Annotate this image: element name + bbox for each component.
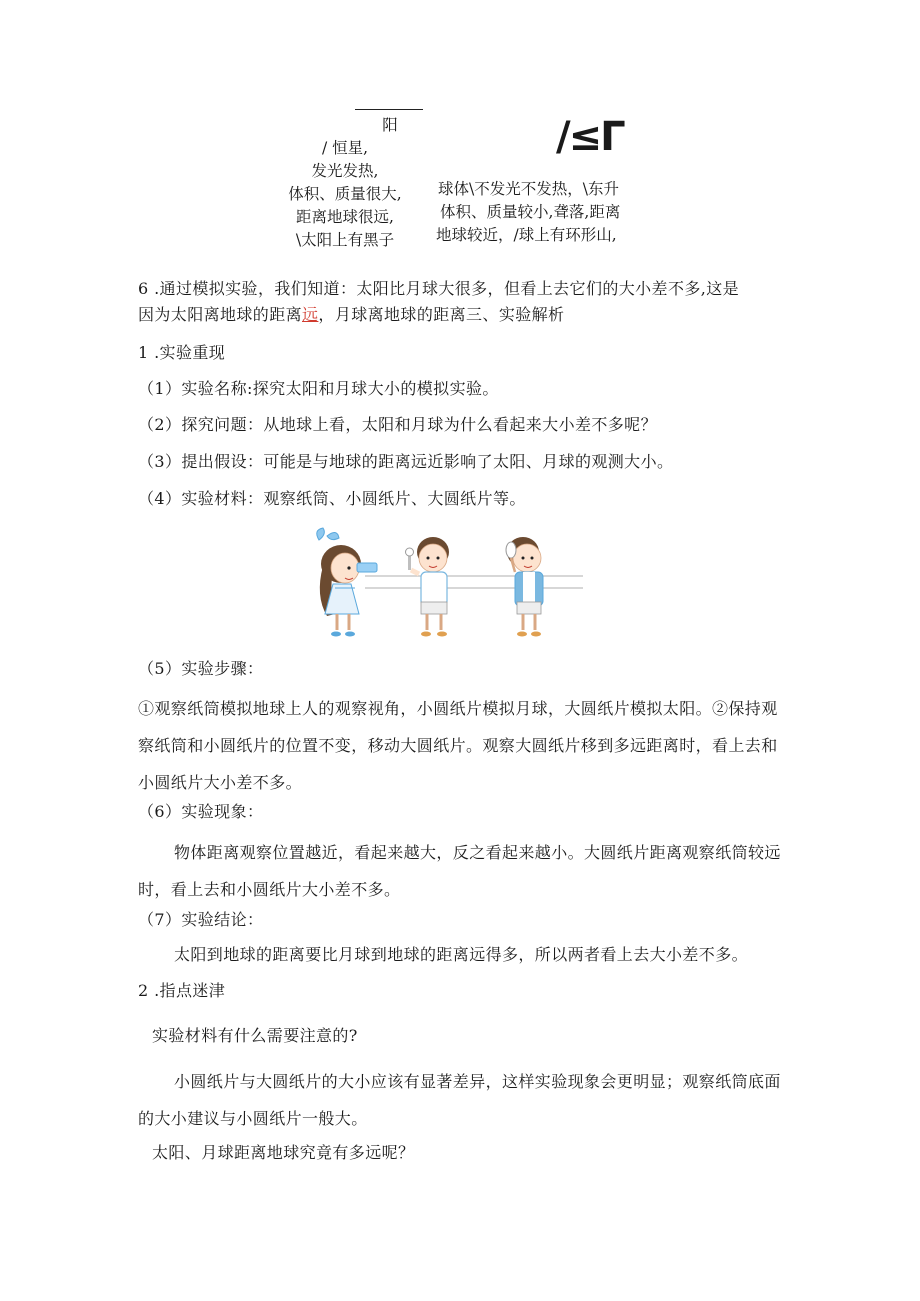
moon-line-2: 体积、质量较小,聋落,距离 <box>440 203 621 221</box>
sun-line-1: / 恒星, <box>321 139 369 157</box>
boy-right-figure <box>506 537 543 637</box>
top-rule <box>355 109 423 110</box>
section-1-heading: 1 .实验重现 <box>138 343 226 362</box>
question-1: 实验材料有什么需要注意的? <box>152 1026 358 1045</box>
answer-1: 小圆纸片与大圆纸片的大小应该有显著差异，这样实验现象会更明显；观察纸筒底面的大小建议与小圆纸片一般大。 <box>138 1072 781 1128</box>
p6-answer-red: 远 <box>302 305 319 324</box>
girl-figure <box>317 528 377 637</box>
item-3: （3）提出假设：可能是与地球的距离远近影响了太阳、月球的观测大小。 <box>138 452 674 471</box>
item-7-text: 太阳到地球的距离要比月球到地球的距离远得多，所以两者看上去大小差不多。 <box>174 945 749 964</box>
sun-line-5: \太阳上有黑子 <box>295 231 395 249</box>
question-2: 太阳、月球距离地球究竟有多远呢？ <box>152 1143 415 1162</box>
p6-line-2 <box>138 302 564 325</box>
moon-line-1: 球体\不发光不发热，\东升 <box>438 180 619 198</box>
p6-line-2-a: 因为太阳离地球的距离 <box>138 305 303 324</box>
moon-line-3: 地球较近，/球上有环形山, <box>436 226 617 244</box>
boy-middle-figure <box>406 537 450 637</box>
moon-mark-symbol: /≤Γ <box>556 114 624 160</box>
p6-line-2-b: ，月球离地球的距离三、实验解析 <box>318 305 565 324</box>
sun-line-3: 体积、质量很大, <box>288 185 402 203</box>
p6-line-1: 6 .通过模拟实验，我们知道：太阳比月球大很多，但看上去它们的大小差不多,这是 <box>138 279 740 298</box>
item-5: （5）实验步骤： <box>138 659 264 678</box>
item-7: （7）实验结论： <box>138 910 264 929</box>
item-1: （1）实验名称:探究太阳和月球大小的模拟实验。 <box>138 379 499 398</box>
experiment-illustration <box>305 526 595 646</box>
sun-line-4: 距离地球很远, <box>296 208 394 226</box>
big-paper-disc <box>506 542 516 558</box>
sun-title: 阳 <box>382 116 398 134</box>
item-5-text: ①观察纸筒模拟地球上人的观察视角，小圆纸片模拟月球，大圆纸片模拟太阳。②保持观察纸筒和小圆纸片的位置不变，移动大圆纸片。观察大圆纸片移到多远距离时，看上去和小圆纸片大小差不多。 <box>138 699 778 792</box>
viewing-tube <box>357 563 377 572</box>
section-2-heading: 2 .指点迷津 <box>138 981 226 1000</box>
item-2: （2）探究问题：从地球上看，太阳和月球为什么看起来大小差不多呢？ <box>138 415 657 434</box>
item-6-text: 物体距离观察位置越近，看起来越大，反之看起来越小。大圆纸片距离观察纸筒较远时，看上去和小圆纸片大小差不多。 <box>138 843 781 899</box>
small-paper-disc <box>406 548 414 556</box>
sun-line-2: 发光发热, <box>311 162 379 180</box>
item-4: （4）实验材料：观察纸筒、小圆纸片、大圆纸片等。 <box>138 489 526 508</box>
item-6: （6）实验现象： <box>138 802 264 821</box>
